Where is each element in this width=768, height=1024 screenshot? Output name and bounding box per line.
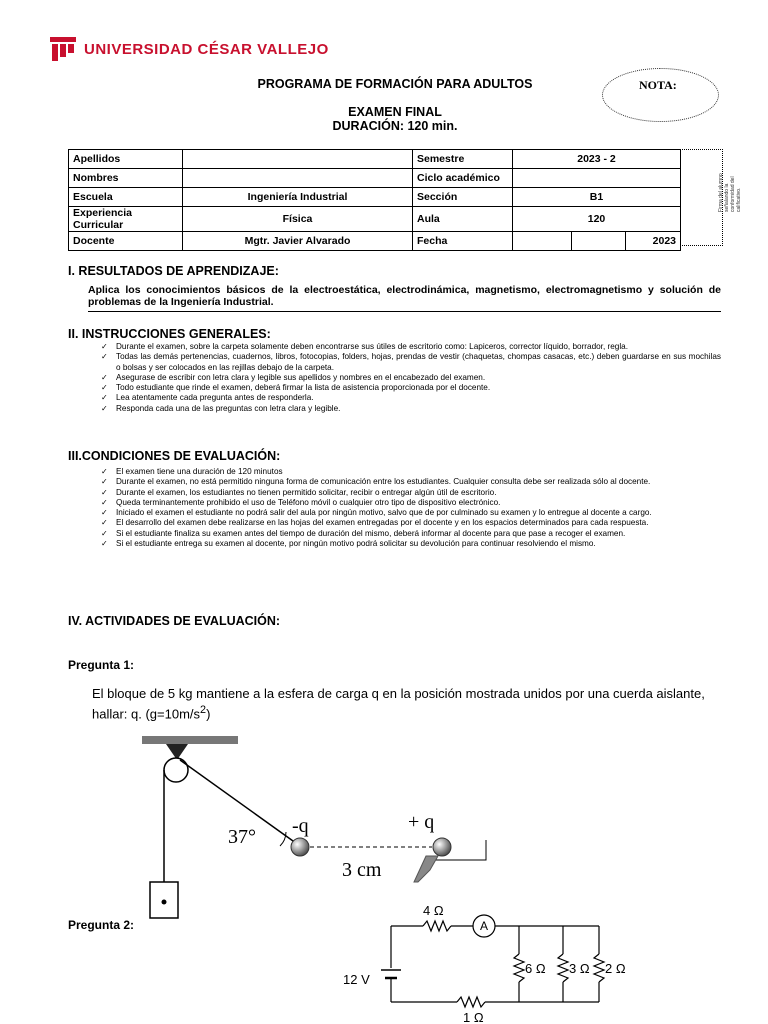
resistor-1ohm [457,997,485,1007]
list-item: ✓ Iniciado el examen el estudiante no podrá salir del aula por ningún motivo, salvo que de por culminado su examen y lo entregue al docente a cargo. [88,508,721,518]
row-label: Ciclo académico [413,169,513,188]
divider [88,311,721,312]
question-1-body: El bloque de 5 kg mantiene a la esfera de carga q en la posición mostrada unidos por una cuerda aislante, hallar: q. (g=10m/s [92,686,705,722]
ammeter-label: A [480,919,489,933]
pos-charge-label: + q [408,811,435,833]
section-value: B1 [513,188,681,207]
section-1-text: Aplica los conocimientos básicos de la electroestática, electrodinámica, magnetismo, electromagnetismo y solución de problemas de la Ingeniería Industrial. [88,284,721,308]
list-item: ✓ El examen tiene una duración de 120 minutos [88,467,721,477]
resistor-2ohm [594,954,604,982]
list-item: ✓ Durante el examen, no está permitido ninguna forma de comunicación entre los estudiantes. Cualquier consulta debe ser realizada sólo al docente. [88,477,721,487]
question-2-label: Pregunta 2: [68,918,135,932]
section-3-title: III.CONDICIONES DE EVALUACIÓN: [68,449,281,463]
r1-label: 6 Ω [525,961,546,976]
stand-slope [414,856,438,882]
resistor-6ohm [514,954,524,982]
list-item: ✓ Lea atentamente cada pregunta antes de responderla. [88,393,721,403]
ceiling-support [142,736,238,744]
list-item: ✓ Asegurase de escribir con letra clara y legible sus apellidos y nombres en el encabezado del examen. [88,373,721,383]
row-label: Sección [413,188,513,207]
row-label: Apellidos [69,150,183,169]
list-item: ✓ Queda terminantemente prohibido el uso de Teléfono móvil o cualquier otro tipo de dispositivo electrónico. [88,498,721,508]
neg-charge-label: -q [292,815,309,837]
r2-label: 3 Ω [569,961,590,976]
section-4-title: IV. ACTIVIDADES DE EVALUACIÓN: [68,614,281,628]
conditions-list [88,467,721,549]
date-year-value: 2023 [626,232,681,251]
list-item: ✓ Si el estudiante entrega su examen al docente, por ningún motivo podrá solicitar su devolución para continuar resolviendo el mismo. [88,539,721,549]
question-1-text [92,685,722,722]
question-1-end: ) [206,706,211,722]
pos-sphere [433,838,451,856]
grade-box[interactable] [602,68,719,122]
exam-title: EXAMEN FINAL [348,105,442,119]
signature-box[interactable] [682,149,723,246]
pulley-icon [164,758,188,782]
row-label: Fecha [413,232,513,251]
teacher-value: Mgtr. Javier Alvarado [183,232,413,251]
circuit-diagram [335,898,645,1024]
list-item: ✓ Durante el examen, sobre la carpeta solamente deben encontrarse sus útiles de escritorio como: Lapiceros, corrector líquido, borrador, regla. [88,342,721,352]
section-2-title: II. INSTRUCCIONES GENERALES: [68,327,271,341]
neg-sphere [291,838,309,856]
r-bottom-label: 1 Ω [463,1010,484,1024]
semester-value: 2023 - 2 [513,150,681,169]
angle-label: 37° [228,826,256,848]
row-label: Docente [69,232,183,251]
row-label: Aula [413,207,513,232]
course-value: Física [183,207,413,232]
grade-label: NOTA: [639,78,677,92]
row-label: Nombres [69,169,183,188]
r3-label: 2 Ω [605,961,626,976]
date-month-field[interactable] [572,232,626,251]
classroom-value: 120 [513,207,681,232]
question-1-label: Pregunta 1: [68,658,135,672]
list-item: ✓ Todo estudiante que rinde el examen, deberá firmar la lista de asistencia proporcionada por el docente. [88,383,721,393]
voltage-label: 12 V [343,972,370,987]
list-item: ✓ El desarrollo del examen debe realizarse en las hojas del examen entregadas por el docente y en los espacios determinados para cada respuesta. [88,518,721,528]
student-info-table [68,149,681,251]
exam-duration: DURACIÓN: 120 min. [332,119,458,133]
r-top-label: 4 Ω [423,903,444,918]
list-item: ✓ Todas las demás pertenencias, cuadernos, libros, fotocopias, folders, hojas, prendas de vestir (chaquetas, chompas casacas, etc.) deben guardarse en sus mochilas o bolsas y ser colocados en las rejillas debajo de la carpeta. [88,352,721,373]
cycle-field[interactable] [513,169,681,188]
distance-label: 3 cm [342,859,382,881]
date-day-field[interactable] [513,232,572,251]
row-label: Experiencia Curricular [69,207,183,232]
university-name: UNIVERSIDAD CÉSAR VALLEJO [84,40,329,58]
exponent: 2 [200,704,207,716]
university-logo [48,35,329,63]
row-label: Escuela [69,188,183,207]
block-dot [162,900,167,905]
names-field[interactable] [183,169,413,188]
resistor-3ohm [558,954,568,982]
school-value: Ingeniería Industrial [183,188,413,207]
resistor-4ohm [423,921,451,931]
list-item: ✓ Responda cada una de las preguntas con letra clara y legible. [88,404,721,414]
surname-field[interactable] [183,150,413,169]
instructions-list [88,342,721,414]
list-item: ✓ Durante el examen, los estudiantes no tienen permitido solicitar, recibir o entregar algún útil de escritorio. [88,488,721,498]
list-item: ✓ Si el estudiante finaliza su examen antes del tiempo de duración del mismo, deberá informar al docente para que pase a recoger el examen. [88,529,721,539]
row-label: Semestre [413,150,513,169]
ucv-logo-icon [48,35,78,63]
program-title: PROGRAMA DE FORMACIÓN PARA ADULTOS [257,77,533,91]
signature-note: Firma del alumno señalando la conformidad del calificativo. [718,173,742,212]
section-1-title: I. RESULTADOS DE APRENDIZAJE: [68,264,279,278]
